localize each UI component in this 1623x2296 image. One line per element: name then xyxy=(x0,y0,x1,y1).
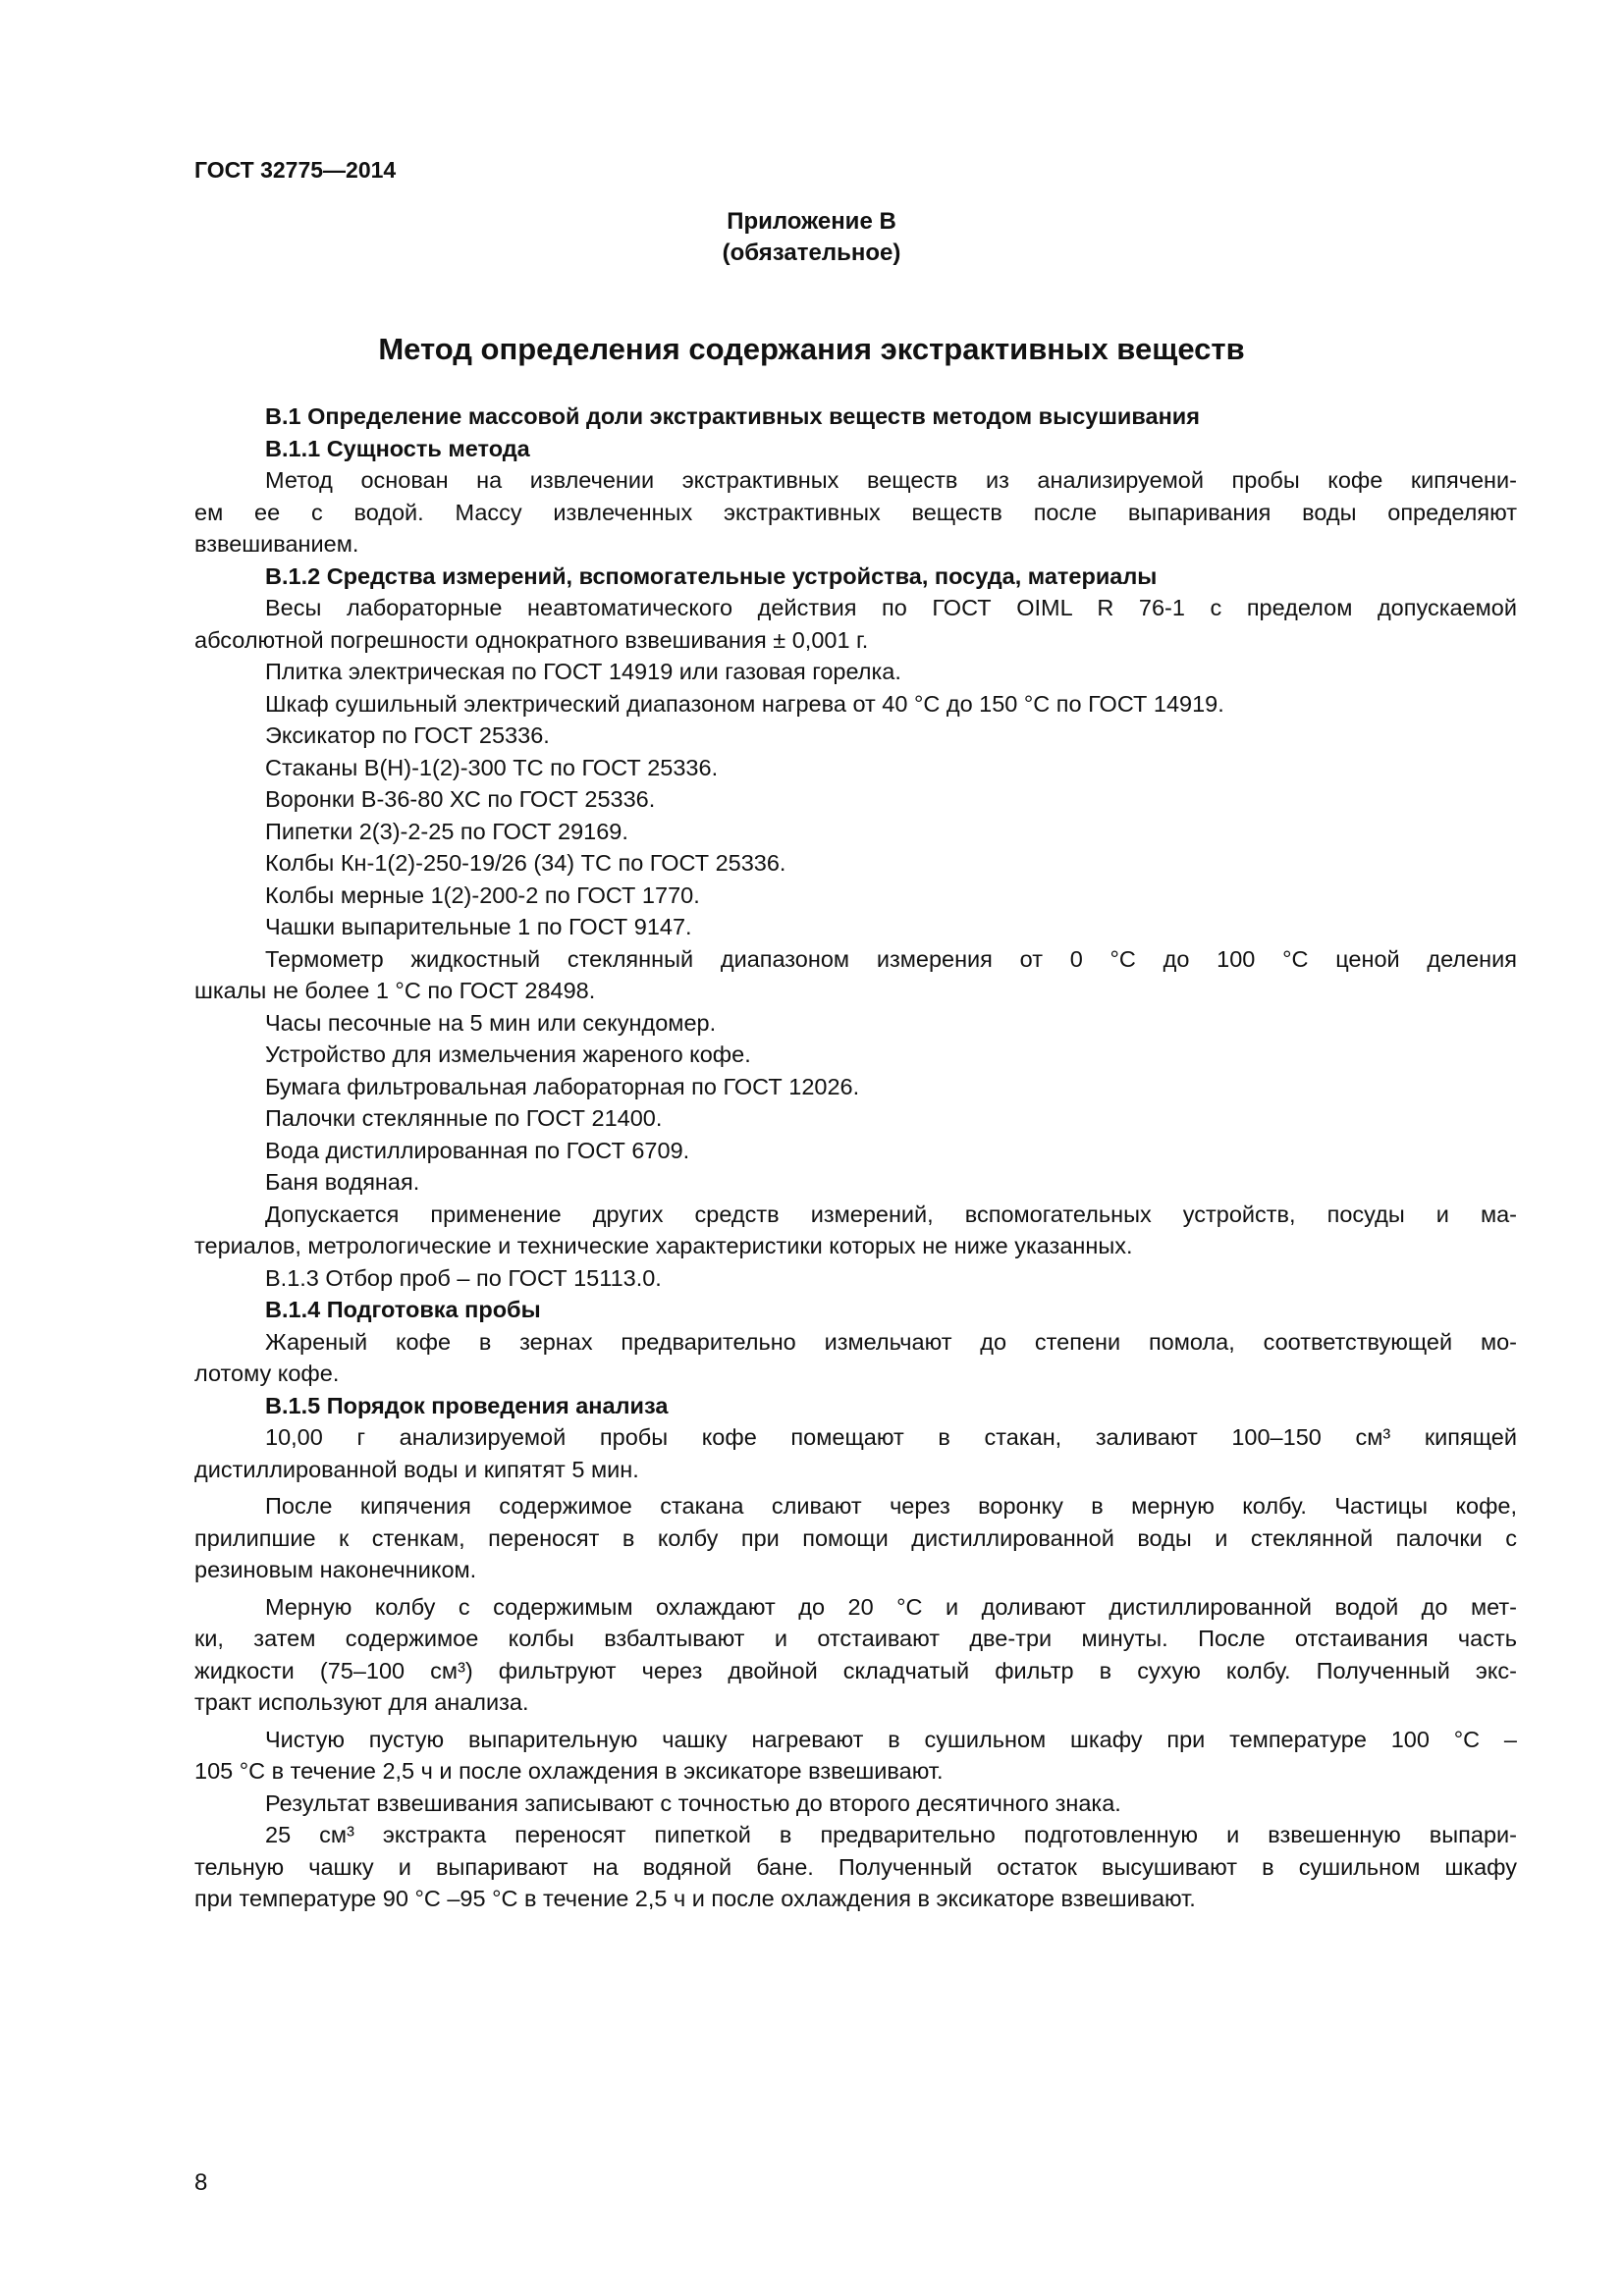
text-line: В.1.2 Средства измерений, вспомогательные устройства, посуда, материалы xyxy=(265,562,1158,589)
text-line: В.1 Определение массовой доли экстрактивных веществ методом высушивания xyxy=(265,403,1200,429)
paragraph xyxy=(194,1421,1517,1485)
text-line: жидкости (75–100 см³) фильтруют через двойной складчатый фильтр в сухую колбу. Полученный экс- xyxy=(194,1657,1517,1683)
page-title: Метод определения содержания экстрактивных веществ xyxy=(378,332,1245,366)
text-line: Бумага фильтровальная лабораторная по ГОСТ 12026. xyxy=(265,1073,860,1099)
section-heading xyxy=(194,561,1517,593)
section-heading xyxy=(194,433,1517,465)
text-line: Устройство для измельчения жареного кофе. xyxy=(265,1041,751,1067)
text-line: Чашки выпарительные 1 по ГОСТ 9147. xyxy=(265,914,692,939)
page-number: 8 xyxy=(194,2169,208,2196)
text-line: Колбы Кн-1(2)-250-19/26 (34) ТС по ГОСТ 25336. xyxy=(265,850,786,876)
document-body xyxy=(194,400,1517,1915)
text-line: шкалы не более 1 °С по ГОСТ 28498. xyxy=(194,978,596,1003)
paragraph xyxy=(194,1591,1517,1719)
text-line: Стаканы В(Н)-1(2)-300 ТС по ГОСТ 25336. xyxy=(265,754,719,780)
text-line: Результат взвешивания записывают с точностью до второго десятичного знака. xyxy=(265,1789,1121,1816)
paragraph xyxy=(194,1199,1517,1262)
text-line: ки, затем содержимое колбы взбалтывают и отстаивают две-три минуты. После отстаивания часть xyxy=(194,1626,1517,1651)
text-line: прилипшие к стенкам, переносят в колбу при помощи дистиллированной воды и стеклянной палочки с xyxy=(194,1524,1517,1551)
text-line: Чистую пустую выпарительную чашку нагревают в сушильном шкафу при температуре 100 °С – xyxy=(265,1726,1517,1752)
text-line: Шкаф сушильный электрический диапазоном нагрева от 40 °С до 150 °С по ГОСТ 14919. xyxy=(265,690,1224,717)
paragraph xyxy=(194,656,1517,688)
text-line: Допускается применение других средств измерений, вспомогательных устройств, посуды и ма- xyxy=(265,1201,1517,1227)
section-heading xyxy=(194,1390,1517,1422)
paragraph xyxy=(194,1007,1517,1040)
text-line: 105 °С в течение 2,5 ч и после охлаждения в эксикаторе взвешивают. xyxy=(194,1758,944,1784)
text-line: Вода дистиллированная по ГОСТ 6709. xyxy=(265,1137,690,1163)
text-line: Палочки стеклянные по ГОСТ 21400. xyxy=(265,1105,663,1131)
text-line: резиновым наконечником. xyxy=(194,1557,477,1582)
paragraph xyxy=(194,688,1517,721)
paragraph xyxy=(194,1788,1517,1820)
paragraph xyxy=(194,1819,1517,1915)
text-line: абсолютной погрешности однократного взвешивания ± 0,001 г. xyxy=(194,626,869,653)
text-line: Мерную колбу с содержимым охлаждают до 20 °С и доливают дистиллированной водой до мет- xyxy=(265,1593,1517,1620)
annex-status: (обязательное) xyxy=(722,240,901,266)
text-line: Воронки В-36-80 ХС по ГОСТ 25336. xyxy=(265,786,656,812)
section-heading xyxy=(194,400,1517,433)
paragraph xyxy=(194,1166,1517,1199)
paragraph xyxy=(194,1326,1517,1390)
section-heading xyxy=(194,1294,1517,1326)
paragraph xyxy=(194,752,1517,784)
paragraph xyxy=(194,911,1517,943)
text-line: при температуре 90 °С –95 °С в течение 2,5 ч и после охлаждения в эксикаторе взвешивают. xyxy=(194,1886,1196,1911)
paragraph xyxy=(194,816,1517,848)
text-line: Баня водяная. xyxy=(265,1169,420,1195)
text-line: взвешиванием. xyxy=(194,531,359,557)
text-line: В.1.3 Отбор проб – по ГОСТ 15113.0. xyxy=(265,1264,662,1291)
text-line: 25 см³ экстракта переносят пипеткой в предварительно подготовленную и взвешенную выпари- xyxy=(265,1822,1517,1847)
text-line: 10,00 г анализируемой пробы кофе помещают в стакан, заливают 100–150 см³ кипящей xyxy=(265,1424,1517,1450)
text-line: тракт используют для анализа. xyxy=(194,1689,529,1715)
paragraph xyxy=(194,880,1517,912)
text-line: После кипячения содержимое стакана сливают через воронку в мерную колбу. Частицы кофе, xyxy=(265,1493,1517,1519)
paragraph xyxy=(194,1135,1517,1167)
text-line: Жареный кофе в зернах предварительно измельчают до степени помола, соответствующей мо- xyxy=(265,1328,1517,1355)
text-line: лотому кофе. xyxy=(194,1361,340,1386)
text-line: дистиллированной воды и кипятят 5 мин. xyxy=(194,1456,639,1482)
text-line: Эксикатор по ГОСТ 25336. xyxy=(265,722,550,748)
text-line: Весы лабораторные неавтоматического действия по ГОСТ OIML R 76-1 с пределом допускаемой xyxy=(265,595,1517,620)
document-header: ГОСТ 32775—2014 xyxy=(194,157,397,183)
paragraph xyxy=(194,1071,1517,1103)
paragraph xyxy=(194,1724,1517,1788)
text-line: Часы песочные на 5 мин или секундомер. xyxy=(265,1009,717,1036)
text-line: Колбы мерные 1(2)-200-2 по ГОСТ 1770. xyxy=(265,881,700,908)
text-line: В.1.1 Сущность метода xyxy=(265,435,530,461)
annex-label: Приложение В xyxy=(727,208,896,235)
text-line: В.1.5 Порядок проведения анализа xyxy=(265,1392,669,1418)
paragraph xyxy=(194,592,1517,656)
paragraph xyxy=(194,1039,1517,1071)
text-line: тельную чашку и выпаривают на водяной бане. Полученный остаток высушивают в сушильном шкафу xyxy=(194,1853,1517,1880)
text-line: Пипетки 2(3)-2-25 по ГОСТ 29169. xyxy=(265,818,628,844)
paragraph xyxy=(194,783,1517,816)
paragraph xyxy=(194,943,1517,1007)
paragraph xyxy=(194,720,1517,752)
paragraph xyxy=(194,1490,1517,1586)
text-line: Метод основан на извлечении экстрактивных веществ из анализируемой пробы кофе кипячени- xyxy=(265,467,1517,493)
text-line: териалов, метрологические и технические характеристики которых не ниже указанных. xyxy=(194,1233,1133,1258)
text-line: Термометр жидкостный стеклянный диапазоном измерения от 0 °С до 100 °С ценой деления xyxy=(265,945,1517,972)
paragraph xyxy=(194,464,1517,561)
paragraph xyxy=(194,847,1517,880)
paragraph xyxy=(194,1262,1517,1295)
annex-heading xyxy=(0,206,1623,269)
text-line: В.1.4 Подготовка пробы xyxy=(265,1297,541,1322)
paragraph xyxy=(194,1102,1517,1135)
text-line: Плитка электрическая по ГОСТ 14919 или газовая горелка. xyxy=(265,659,901,684)
text-line: ем ее с водой. Массу извлеченных экстрактивных веществ после выпаривания воды определяют xyxy=(194,499,1517,525)
